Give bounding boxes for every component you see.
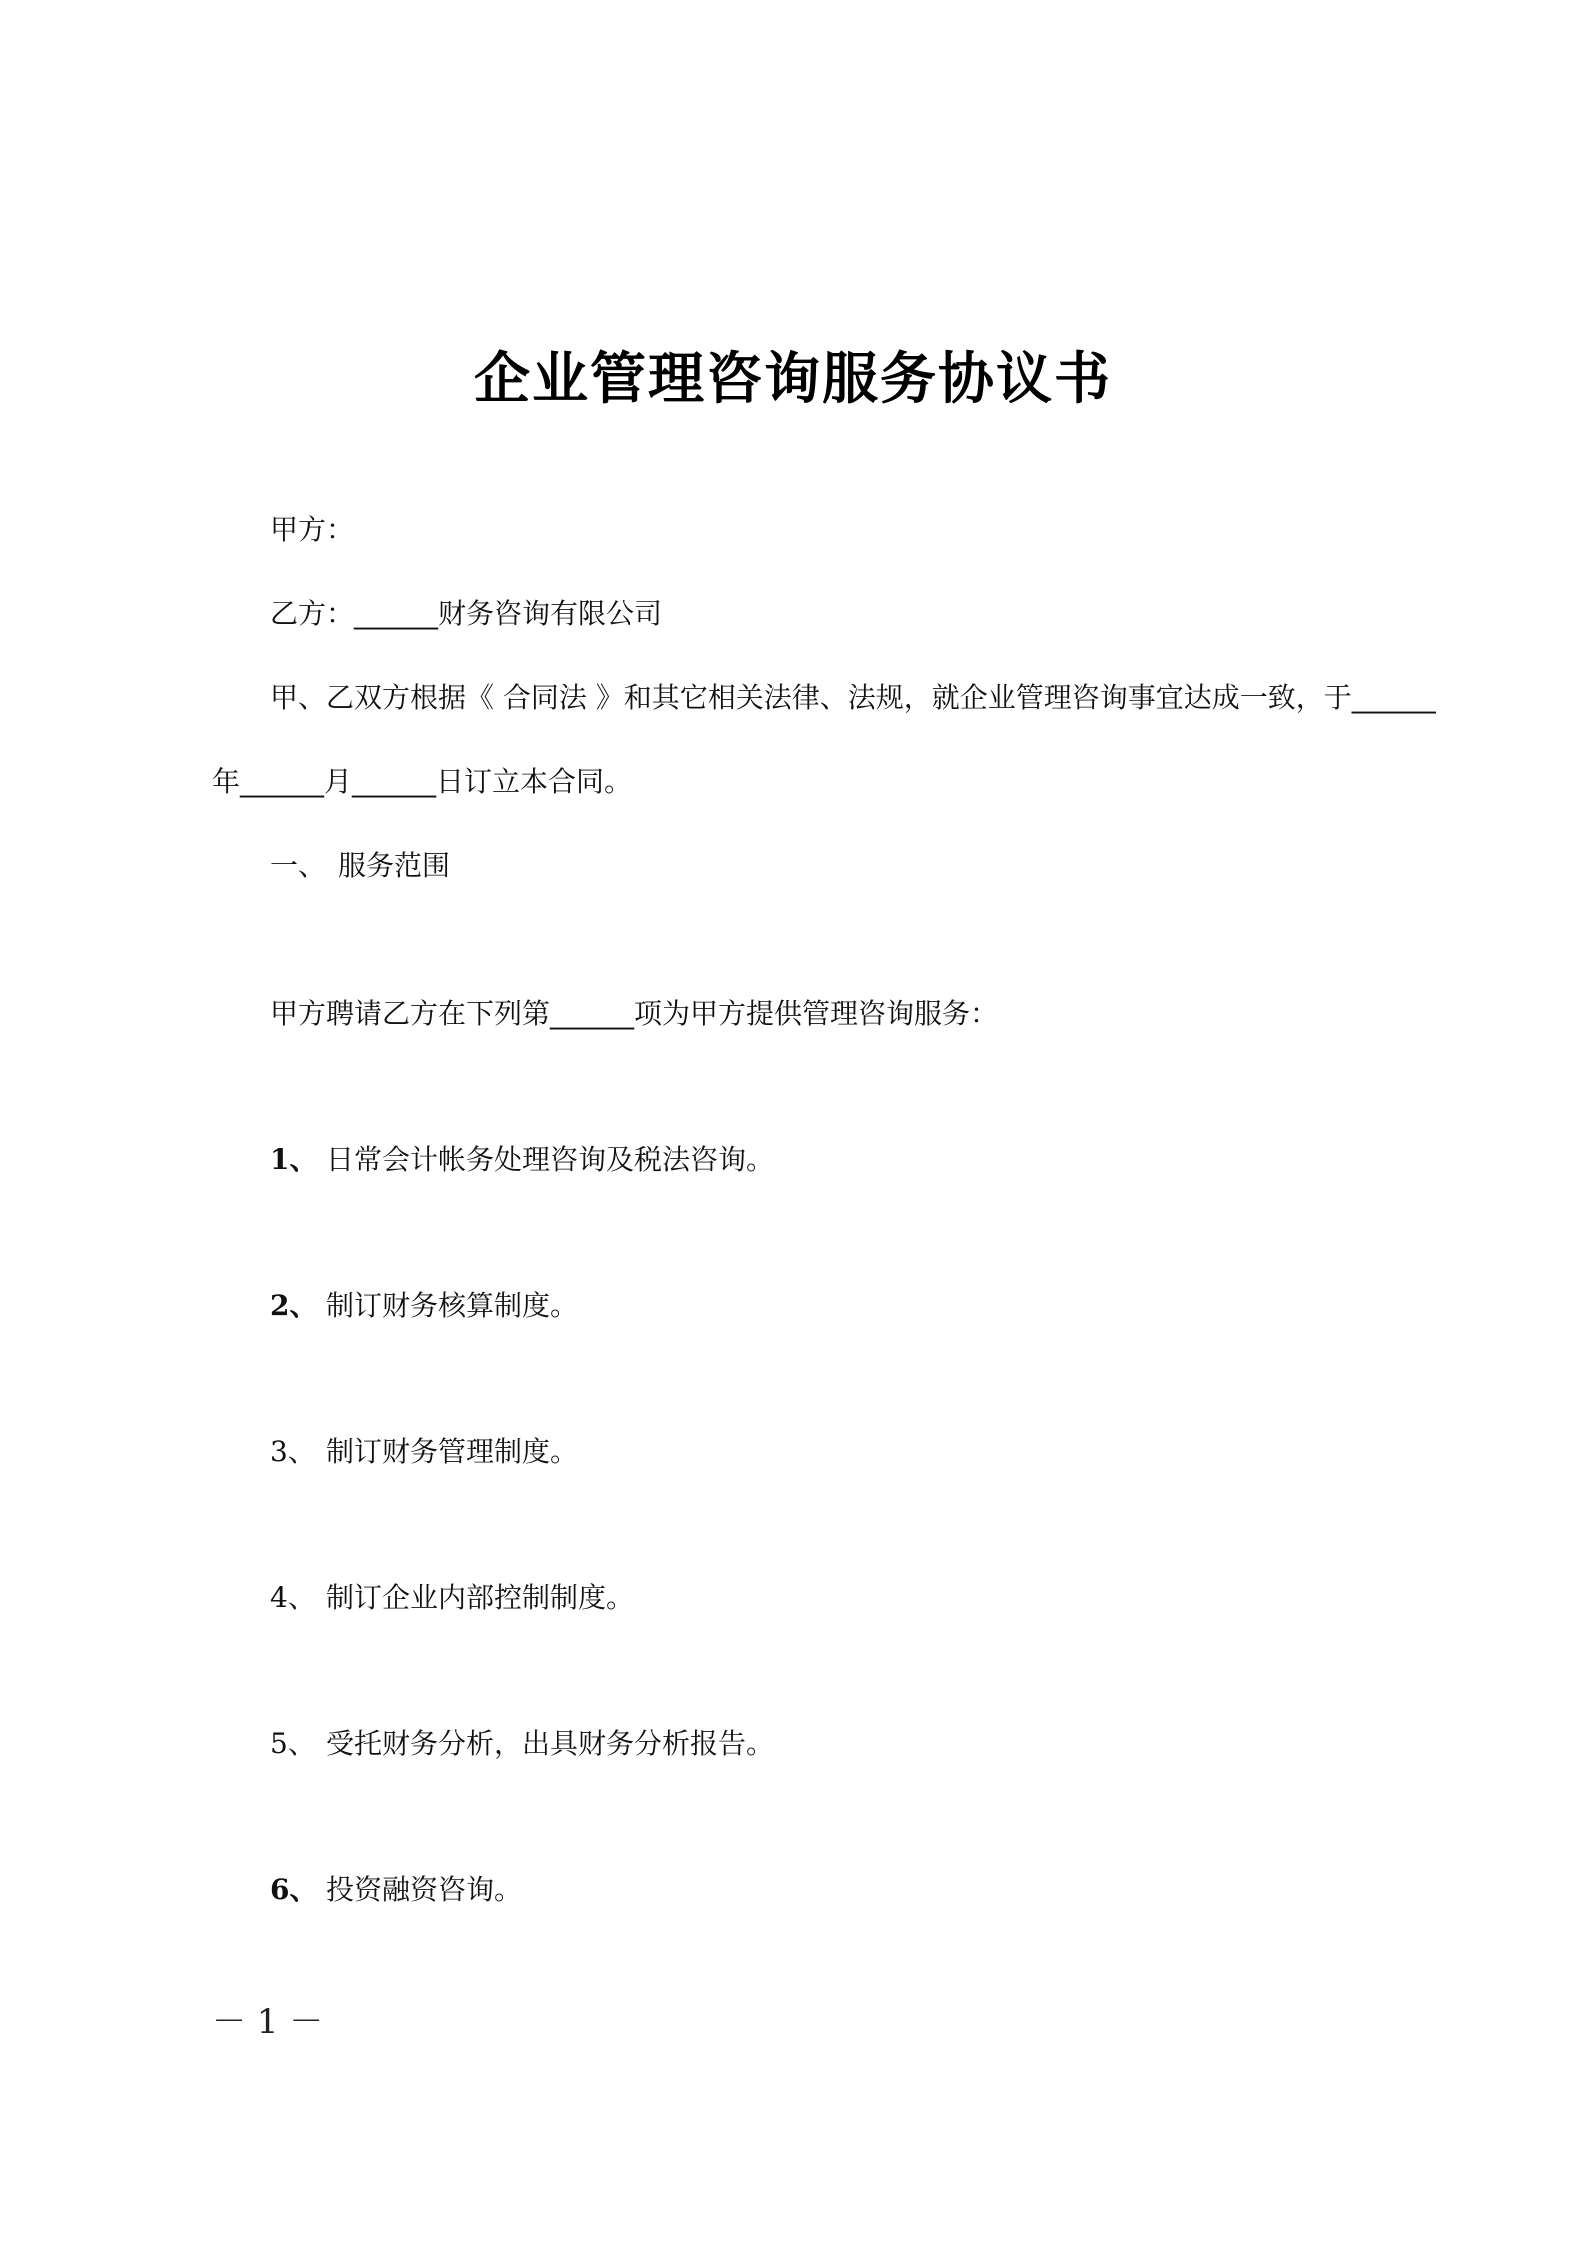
list-item [270,1138,774,1182]
list-item-number: 4、 [270,1581,316,1614]
preamble-line-1: 甲、乙双方根据《 合同法 》和其它相关法律、法规，就企业管理咨询事宜达成一致，于______ [270,681,1436,714]
document-title: 企业管理咨询服务协议书 [474,347,1112,412]
list-item [270,1576,634,1620]
list-item [270,1430,578,1474]
list-item-number: 5、 [270,1727,316,1760]
page-number: － 1 － [212,2002,324,2042]
list-item [270,1722,774,1766]
list-item-text: 日常会计帐务处理咨询及税法咨询。 [326,1143,775,1176]
section-intro: 甲方聘请乙方在下列第______项为甲方提供管理咨询服务： [270,997,999,1030]
list-item-number: 3、 [270,1435,316,1468]
party-a-line: 甲方： [270,513,355,546]
section-heading [270,844,450,888]
section-number: 一、 [270,849,327,882]
list-item-number: 2、 [270,1289,318,1322]
preamble-line-2: 年______月______日订立本合同。 [212,765,633,798]
list-item-number: 6、 [270,1873,318,1906]
list-item [270,1284,578,1328]
list-item-text: 制订财务管理制度。 [326,1435,579,1468]
list-item-text: 投资融资咨询。 [326,1873,523,1906]
list-item-text: 制订企业内部控制制度。 [326,1581,635,1614]
list-item-text: 受托财务分析，出具财务分析报告。 [326,1727,775,1760]
list-item-text: 制订财务核算制度。 [326,1289,579,1322]
party-b-line: 乙方：______财务咨询有限公司 [270,597,663,630]
list-item [270,1868,522,1912]
section-title: 服务范围 [338,849,451,882]
list-item-number: 1、 [270,1143,318,1176]
